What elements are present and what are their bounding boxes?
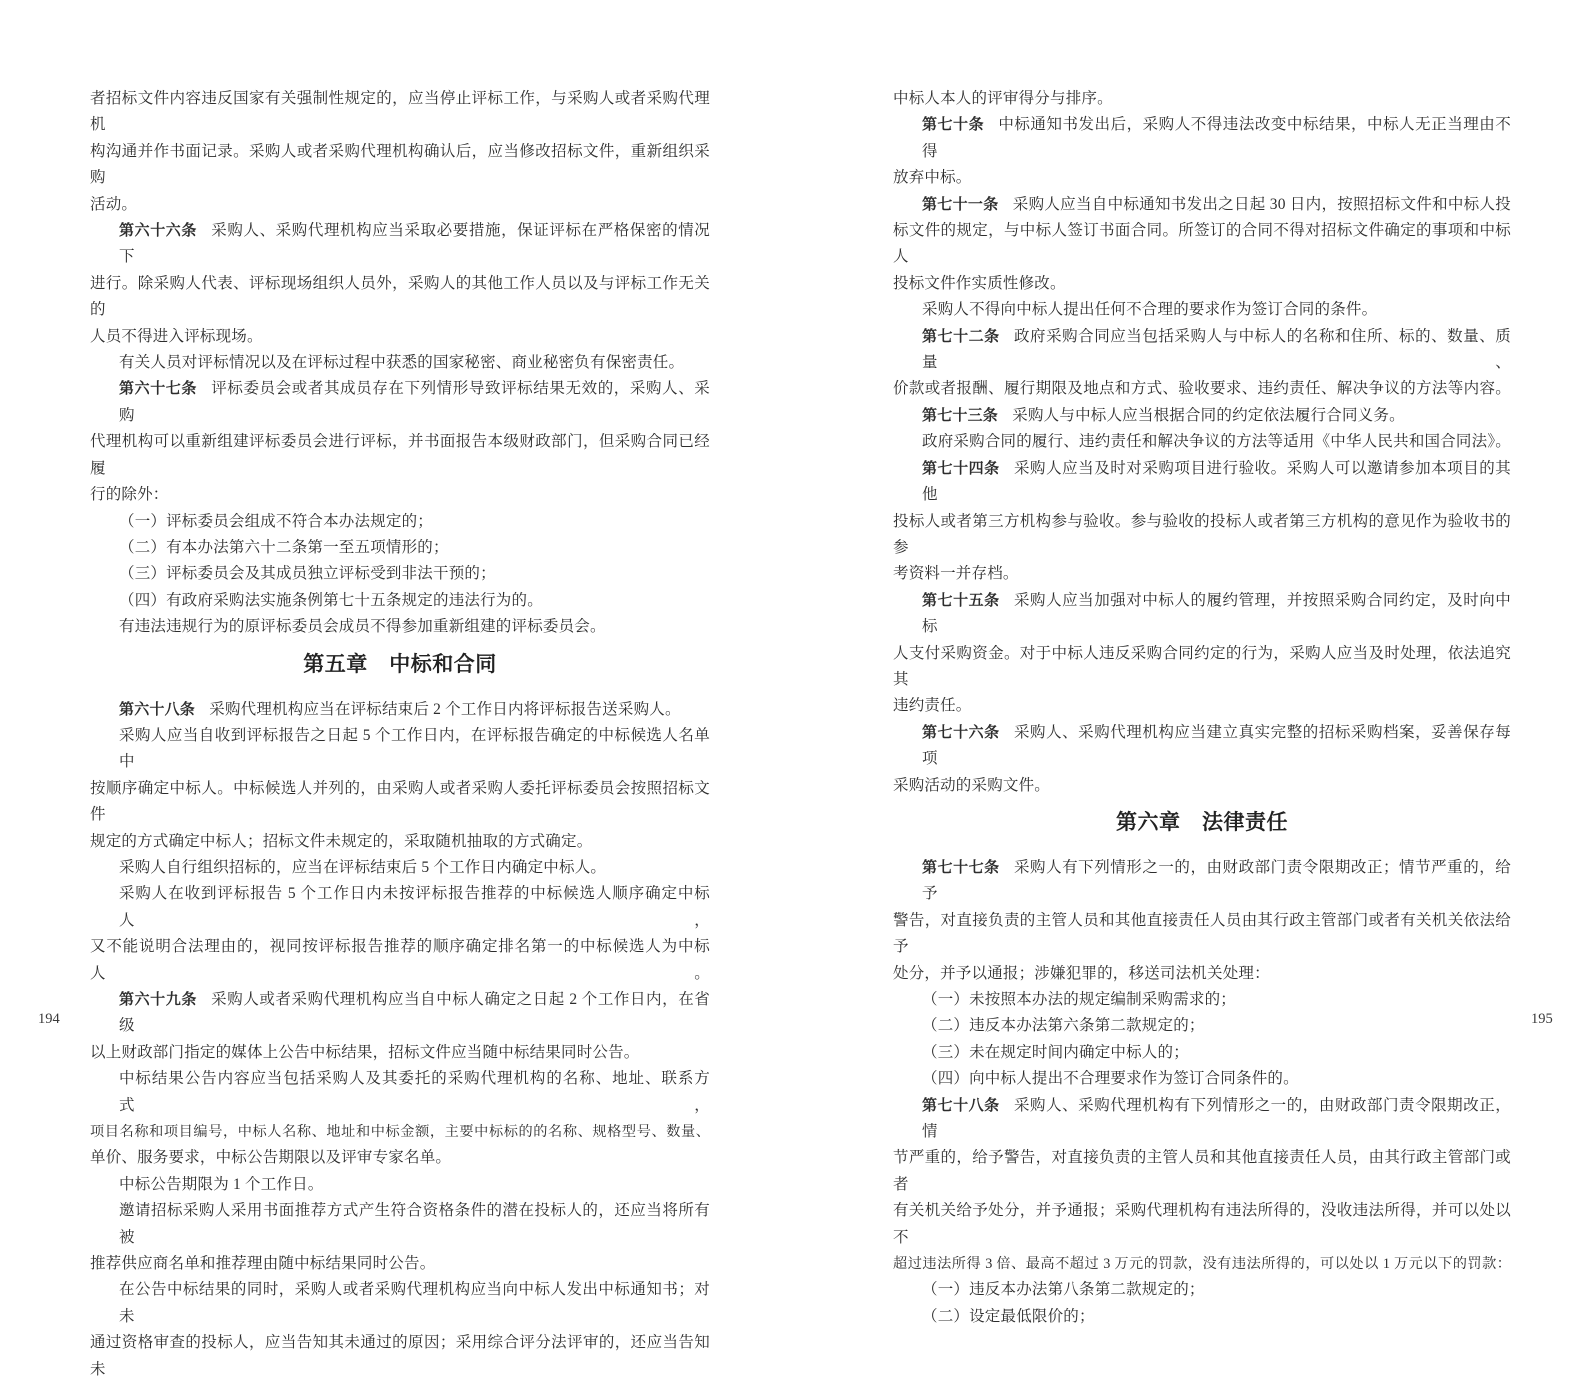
text-line: 第六十七条 评标委员会或者其成员存在下列情形导致评标结果无效的，采购人、采购 [119, 380, 710, 424]
text-line: （一）违反本办法第八条第二款规定的； [922, 1281, 1205, 1299]
text-line: 价款或者报酬、履行期限及地点和方式、验收要求、违约责任、解决争议的方法等内容。 [893, 380, 1511, 398]
text-line: 考资料一并存档。 [893, 565, 1019, 583]
text-line: 中标结果公告内容应当包括采购人及其委托的采购代理机构的名称、地址、联系方式， [119, 1070, 710, 1114]
text-line: 采购人不得向中标人提出任何不合理的要求作为签订合同的条件。 [922, 301, 1378, 319]
text-line: 第七十二条 政府采购合同应当包括采购人与中标人的名称和住所、标的、数量、质量、 [922, 327, 1511, 372]
article-number: 第七十五条 [922, 591, 1000, 609]
text-line: 以上财政部门指定的媒体上公告中标结果，招标文件应当随中标结果同时公告。 [90, 1043, 640, 1061]
text-line: 通过资格审查的投标人，应当告知其未通过的原因；采用综合评分法评审的，还应当告知未 [90, 1334, 710, 1378]
article-number: 第六十七条 [119, 380, 198, 398]
text-line: 单价、服务要求，中标公告期限以及评审专家名单。 [90, 1149, 452, 1167]
text-line: 警告，对直接负责的主管人员和其他直接责任人员由其行政主管部门或者有关机关依法给予 [893, 911, 1511, 956]
text-line: 推荐供应商名单和推荐理由随中标结果同时公告。 [90, 1255, 436, 1273]
text-line: 活动。 [90, 195, 138, 213]
text-line: 第七十六条 采购人、采购代理机构应当建立真实完整的招标采购档案，妥善保存每项 [922, 723, 1511, 768]
text-line: 有关人员对评标情况以及在评标过程中获悉的国家秘密、商业秘密负有保密责任。 [119, 354, 685, 372]
text-line: 第六十八条 采购代理机构应当在评标结束后 2 个工作日内将评标报告送采购人。 [119, 700, 681, 718]
text-line: 超过违法所得 3 倍、最高不超过 3 万元的罚款，没有违法所得的，可以处以 1 万元以下的罚款： [893, 1256, 1511, 1273]
text-line: 项目名称和项目编号，中标人名称、地址和中标金额，主要中标标的的名称、规格型号、数量、 [90, 1124, 710, 1141]
text-line: 采购人应当自收到评标报告之日起 5 个工作日内，在评标报告确定的中标候选人名单中 [119, 726, 710, 771]
article-number: 第七十四条 [922, 459, 1000, 477]
text-line: 进行。除采购人代表、评标现场组织人员外，采购人的其他工作人员以及与评标工作无关的 [90, 274, 710, 319]
page-left [90, 86, 710, 1383]
text-line: 邀请招标采购人采用书面推荐方式产生符合资格条件的潜在投标人的，还应当将所有被 [119, 1202, 710, 1246]
text-line: 第六十六条 采购人、采购代理机构应当采取必要措施，保证评标在严格保密的情况下 [119, 222, 710, 266]
text-line: （二）违反本办法第六条第二款规定的； [922, 1017, 1205, 1035]
text-line: 处分，并予以通报；涉嫌犯罪的，移送司法机关处理： [893, 964, 1270, 982]
text-line: （二）有本办法第六十二条第一至五项情形的； [119, 538, 449, 556]
text-line: 人支付采购资金。对于中标人违反采购合同约定的行为，采购人应当及时处理，依法追究其 [893, 644, 1511, 688]
text-line: 有关机关给予处分，并予通报；采购代理机构有违法所得的，没收违法所得，并可以处以不 [893, 1202, 1511, 1246]
article-number: 第七十二条 [922, 327, 1000, 345]
text-line: 又不能说明合法理由的，视同按评标报告推荐的顺序确定排名第一的中标候选人为中标人。 [90, 938, 710, 982]
text-line: 第六十九条 采购人或者采购代理机构应当自中标人确定之日起 2 个工作日内，在省级 [119, 991, 710, 1035]
text-line: 采购人在收到评标报告 5 个工作日内未按评标报告推荐的中标候选人顺序确定中标人， [119, 885, 710, 929]
article-number: 第七十六条 [922, 723, 1000, 741]
text-line: 行的除外： [90, 486, 169, 504]
text-line: 中标人本人的评审得分与排序。 [893, 90, 1113, 107]
article-number: 第七十三条 [922, 406, 999, 424]
text-line: 第七十四条 采购人应当及时对采购项目进行验收。采购人可以邀请参加本项目的其他 [922, 459, 1511, 504]
article-number: 第六十九条 [119, 991, 197, 1008]
text-line: （三）未在规定时间内确定中标人的； [922, 1043, 1189, 1061]
text-line: 政府采购合同的履行、违约责任和解决争议的方法等适用《中华人民共和国合同法》。 [922, 433, 1511, 451]
article-number: 第七十条 [922, 116, 985, 134]
article-number: 第七十八条 [922, 1096, 1000, 1114]
text-line: 第七十三条 采购人与中标人应当根据合同的约定依法履行合同义务。 [922, 406, 1405, 424]
article-number: 第六十八条 [119, 700, 196, 718]
text-line: 第七十五条 采购人应当加强对中标人的履约管理，并按照采购合同约定，及时向中标 [922, 591, 1511, 636]
text-line: 采购活动的采购文件。 [893, 776, 1051, 794]
text-line: 第七十七条 采购人有下列情形之一的，由财政部门责令限期改正；情节严重的，给予 [922, 858, 1511, 903]
text-line: 违约责任。 [893, 697, 972, 715]
text-line: 投标文件作实质性修改。 [893, 274, 1066, 292]
text-line: 者招标文件内容违反国家有关强制性规定的，应当停止评标工作，与采购人或者采购代理机 [90, 90, 710, 134]
chapter-heading: 第六章 法律责任 [1116, 810, 1288, 834]
page-number-right: 195 [1531, 1011, 1553, 1027]
text-line: （二）设定最低限价的； [922, 1307, 1095, 1325]
text-line: 第七十八条 采购人、采购代理机构有下列情形之一的，由财政部门责令限期改正，情 [922, 1096, 1511, 1141]
page-body [90, 86, 710, 1383]
text-line: 在公告中标结果的同时，采购人或者采购代理机构应当向中标人发出中标通知书；对未 [119, 1281, 710, 1325]
article-number: 第七十七条 [922, 858, 1000, 876]
page-right [893, 86, 1511, 1330]
page-body [893, 86, 1511, 1330]
text-line: 投标人或者第三方机构参与验收。参与验收的投标人或者第三方机构的意见作为验收书的参 [893, 512, 1511, 556]
text-line: 节严重的，给予警告，对直接负责的主管人员和其他直接责任人员，由其行政主管部门或者 [893, 1149, 1511, 1193]
text-line: 构沟通并作书面记录。采购人或者采购代理机构确认后，应当修改招标文件，重新组织采购 [90, 142, 710, 187]
text-line: （一）评标委员会组成不符合本办法规定的； [119, 512, 434, 530]
article-number: 第六十六条 [119, 222, 198, 240]
page-number-left: 194 [38, 1011, 60, 1027]
text-line: 人员不得进入评标现场。 [90, 327, 263, 345]
text-line: 中标公告期限为 1 个工作日。 [119, 1175, 324, 1193]
text-line: 放弃中标。 [893, 169, 972, 187]
text-line: 标文件的规定，与中标人签订书面合同。所签订的合同不得对招标文件确定的事项和中标人 [893, 222, 1511, 266]
text-line: （三）评标委员会及其成员独立评标受到非法干预的； [119, 565, 496, 583]
text-line: 第七十条 中标通知书发出后，采购人不得违法改变中标结果，中标人无正当理由不得 [922, 116, 1511, 160]
text-line: 代理机构可以重新组建评标委员会进行评标，并书面报告本级财政部门，但采购合同已经履 [90, 433, 710, 477]
text-line: 规定的方式确定中标人；招标文件未规定的，采取随机抽取的方式确定。 [90, 832, 593, 850]
text-line: 第七十一条 采购人应当自中标通知书发出之日起 30 日内，按照招标文件和中标人投 [922, 195, 1511, 213]
text-line: 按顺序确定中标人。中标候选人并列的，由采购人或者采购人委托评标委员会按照招标文件 [90, 779, 710, 824]
text-line: （四）有政府采购法实施条例第七十五条规定的违法行为的。 [119, 591, 543, 609]
article-number: 第七十一条 [922, 195, 999, 213]
text-line: 采购人自行组织招标的，应当在评标结束后 5 个工作日内确定中标人。 [119, 858, 607, 876]
chapter-heading: 第五章 中标和合同 [303, 652, 497, 676]
text-line: （一）未按照本办法的规定编制采购需求的； [922, 991, 1237, 1008]
text-line: 有违法违规行为的原评标委员会成员不得参加重新组建的评标委员会。 [119, 618, 606, 636]
text-line: （四）向中标人提出不合理要求作为签订合同条件的。 [922, 1070, 1299, 1088]
